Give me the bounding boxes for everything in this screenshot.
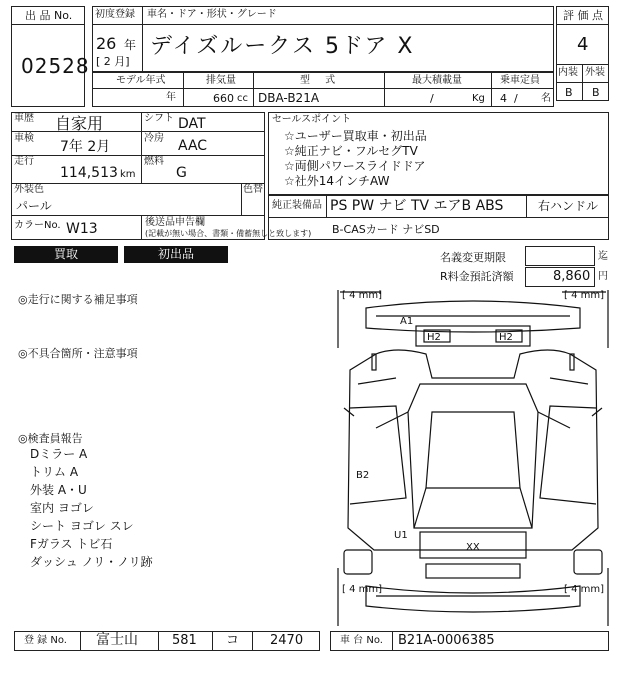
fuel-label: 燃料 — [144, 156, 164, 167]
chassis-number: B21A-0006385 — [398, 633, 495, 648]
sales-point-item: ☆社外14インチAW — [284, 174, 390, 188]
sales-point-item: ☆ユーザー買取車・初出品 — [284, 129, 427, 143]
first-registration-label: 初度登録 — [95, 9, 135, 20]
cabin-outline — [408, 384, 538, 528]
inspection-label: 車検 — [14, 133, 34, 144]
exterior-grade: B — [592, 86, 600, 99]
exterior-grade-label: 外装 — [585, 67, 605, 78]
damage-mark: H2 — [499, 332, 513, 343]
documents-note: (記載が無い場合、書類・備蓄無しと致します) — [145, 229, 312, 238]
history-label: 車歴 — [14, 113, 34, 124]
inspector-item: 外装 A・U — [30, 483, 87, 497]
interior-grade-label: 内装 — [558, 67, 578, 78]
color-no-label: カラーNo. — [14, 220, 61, 231]
max-load-label: 最大積載量 — [412, 75, 462, 86]
car-diagram — [336, 288, 610, 628]
damage-mark: A1 — [400, 316, 414, 327]
damage-mark: U1 — [394, 530, 408, 541]
wheel-rr — [574, 550, 602, 574]
defect-notes-label: ◎不具合箇所・注意事項 — [18, 347, 138, 360]
capacity-label: 乗車定員 — [500, 75, 540, 86]
mileage-label: 走行 — [14, 156, 34, 167]
driving-notes-label: ◎走行に関する補足事項 — [18, 293, 138, 306]
recycle-fee-unit: 円 — [598, 271, 608, 282]
year-unit: 年 — [124, 38, 137, 52]
model-year-unit: 年 — [166, 92, 176, 103]
color-no-value: W13 — [66, 221, 98, 237]
displacement-value: 660 — [213, 92, 234, 105]
exterior-color-label: 外装色 — [14, 184, 44, 195]
car-name: デイズルークス 5ドア X — [150, 34, 415, 59]
car-diagram-drawing — [336, 288, 610, 628]
registration-number-label: 登 録 No. — [24, 635, 67, 646]
car-name-label: 車名・ドア・形状・グレード — [147, 9, 277, 20]
inspector-item: トリム A — [30, 465, 79, 479]
capacity-slash: / — [514, 92, 518, 105]
exterior-color-value: パール — [16, 199, 52, 213]
name-change-field — [525, 246, 595, 266]
capacity-value: 4 — [500, 92, 507, 105]
name-change-label: 名義変更期限 — [440, 251, 506, 264]
tire-depth-front-right: [ 4 mm] — [564, 290, 605, 301]
first-listing-tag: 初出品 — [124, 246, 228, 263]
sales-points-label: セールスポイント — [272, 114, 352, 125]
model-year-label: モデル年式 — [116, 75, 166, 86]
lot-number-label: 出 品 No. — [25, 9, 73, 22]
ac-value: AAC — [178, 138, 208, 154]
rear-bumper — [366, 586, 580, 612]
mileage-unit: km — [120, 169, 136, 180]
inspector-item: シート ヨゴレ スレ — [30, 519, 134, 533]
name-change-unit: 迄 — [598, 251, 608, 262]
registration-month: [ 2 月] — [96, 55, 130, 68]
tire-depth-rear-left: [ 4 mm] — [342, 584, 383, 595]
wheel-rl — [344, 550, 372, 574]
damage-mark: XX — [466, 542, 480, 553]
registration-class: 581 — [172, 633, 197, 648]
color-change-label: 色替 — [243, 184, 263, 195]
sales-point-item: ☆両側パワースライドドア — [284, 159, 426, 173]
documents-label: 後送品申告欄 — [145, 217, 205, 228]
recycle-fee-label: R料金預託済額 — [440, 270, 514, 283]
score-value: 4 — [577, 34, 589, 55]
registration-year: 26 — [96, 34, 117, 53]
damage-mark: B2 — [356, 470, 370, 481]
fuel-value: G — [176, 165, 187, 181]
lot-number: 02528 — [21, 54, 90, 78]
max-load-slash: / — [430, 92, 434, 105]
inspector-item: ダッシュ ノリ・ノリ跡 — [30, 555, 153, 569]
sales-point-item: ☆純正ナビ・フルセグTV — [284, 144, 418, 158]
max-load-unit: Kg — [472, 93, 485, 104]
registration-area: 富士山 — [96, 632, 138, 648]
history-value: 自家用 — [55, 114, 104, 133]
shift-value: DAT — [178, 116, 206, 132]
chassis-number-label: 車 台 No. — [340, 635, 383, 646]
tire-depth-rear-right: [ 4 mm] — [564, 584, 605, 595]
displacement-unit: cc — [237, 93, 248, 104]
score-label: 評 価 点 — [563, 9, 603, 22]
roof-panel — [426, 412, 520, 488]
model-type: DBA-B21A — [258, 91, 320, 105]
damage-mark: H2 — [427, 332, 441, 343]
tire-depth-front-left: [ 4 mm] — [342, 290, 383, 301]
displacement-label: 排気量 — [206, 75, 236, 86]
equipment-label: 純正装備品 — [272, 200, 322, 211]
registration-kana: コ — [226, 633, 240, 648]
recycle-fee-amount: 8,860 — [553, 269, 591, 284]
inspection-value: 7年 2月 — [60, 139, 111, 155]
steering-side: 右ハンドル — [538, 199, 599, 213]
shift-label: シフト — [144, 113, 174, 124]
equipment-extra: B-CASカード ナビSD — [332, 223, 440, 236]
inspector-item: Fガラス トビ石 — [30, 537, 113, 551]
inspector-item: Dミラー A — [30, 447, 88, 461]
type-label: 型 式 — [300, 75, 342, 86]
capacity-unit: 名 — [541, 93, 551, 104]
equipment-items: PS PW ナビ TV エアB ABS — [330, 198, 504, 214]
interior-grade: B — [565, 86, 573, 99]
ac-label: 冷房 — [144, 133, 164, 144]
inspector-item: 室内 ヨゴレ — [30, 501, 94, 515]
purchase-tag: 買取 — [14, 246, 118, 263]
mileage-value: 114,513 — [60, 165, 118, 181]
registration-number: 2470 — [270, 633, 304, 648]
inspector-report-label: ◎検査員報告 — [18, 432, 83, 445]
